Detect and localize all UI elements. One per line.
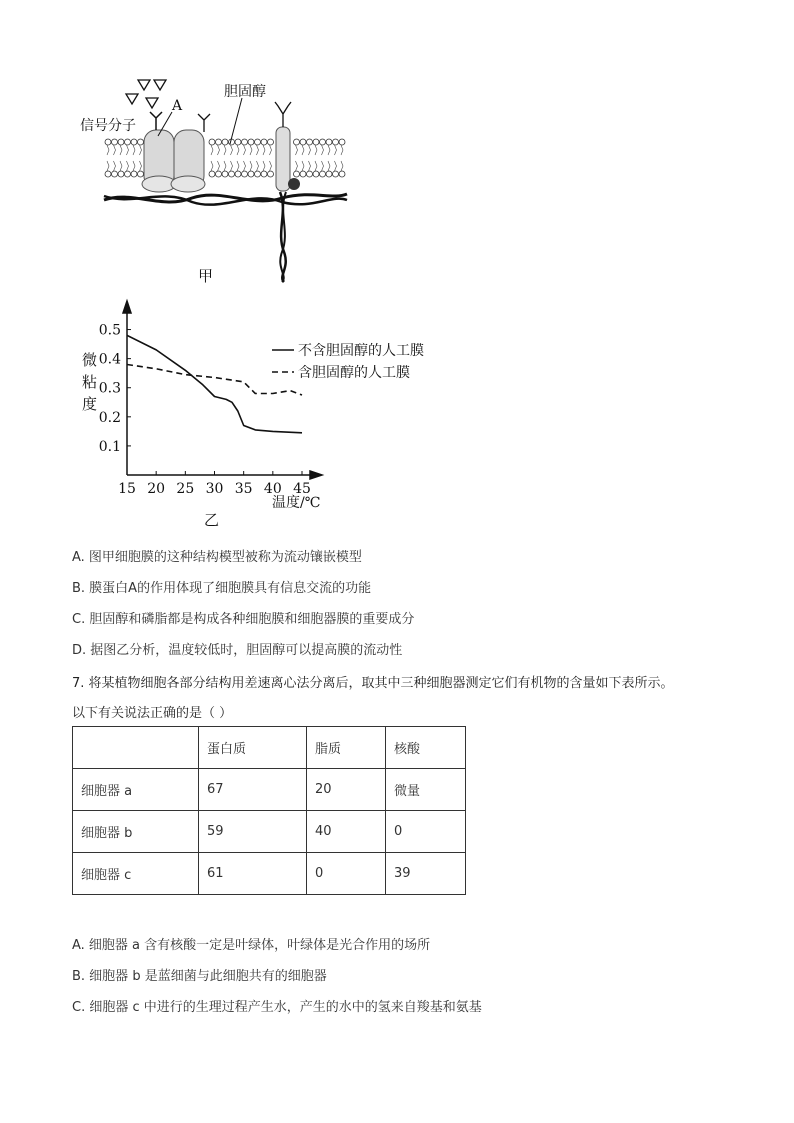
phospholipid-head: [131, 171, 137, 177]
membrane-diagram: [72, 72, 362, 287]
phospholipid-head: [313, 139, 319, 145]
table-cell: 20: [307, 769, 386, 811]
phospholipid-tail: [107, 161, 109, 171]
phospholipid-head: [326, 171, 332, 177]
phospholipid-tail: [257, 161, 259, 171]
phospholipid-head: [235, 171, 241, 177]
x-axis-label: 温度/℃: [272, 495, 321, 511]
phospholipid-head: [294, 139, 300, 145]
phospholipid-tail: [341, 145, 343, 155]
table-cell: 0: [307, 853, 386, 895]
phospholipid-tail: [296, 145, 298, 155]
phospholipid-head: [222, 139, 228, 145]
phospholipid-head: [138, 139, 144, 145]
phospholipid-tail: [127, 145, 129, 155]
phospholipid-tail: [133, 161, 135, 171]
phospholipid-head: [235, 139, 241, 145]
table-cell: 细胞器 b: [73, 811, 199, 853]
table-row: [73, 769, 466, 811]
phospholipid-head: [268, 139, 274, 145]
phospholipid-tail: [114, 145, 116, 155]
phospholipid-head: [333, 171, 339, 177]
label-signal-molecule: 信号分子: [80, 118, 136, 134]
phospholipid-head: [320, 171, 326, 177]
phospholipid-head: [307, 139, 313, 145]
phospholipid-tail: [302, 161, 304, 171]
table-cell: 61: [199, 853, 307, 895]
table-row: [73, 811, 466, 853]
phospholipid-tail: [120, 161, 122, 171]
x-axis-arrow: [310, 471, 322, 479]
phospholipid-head: [125, 139, 131, 145]
phospholipid-tail: [133, 145, 135, 155]
phospholipid-tail: [315, 161, 317, 171]
phospholipid-head: [105, 139, 111, 145]
label-protein-a: A: [172, 98, 183, 114]
phospholipid-head: [138, 171, 144, 177]
table-cell: 40: [307, 811, 386, 853]
table-header-row: [73, 727, 466, 769]
phospholipid-tail: [322, 145, 324, 155]
y-tick-label: 0.2: [98, 409, 121, 426]
phospholipid-head: [105, 171, 111, 177]
phospholipid-tail: [341, 161, 343, 171]
phospholipid-head: [300, 139, 306, 145]
phospholipid-tail: [224, 145, 226, 155]
table-header-cell: 脂质: [307, 727, 386, 769]
phospholipid-tail: [231, 145, 233, 155]
phospholipid-head: [320, 139, 326, 145]
table-header-cell: 核酸: [386, 727, 466, 769]
phospholipid-head: [209, 171, 215, 177]
phospholipid-tail: [335, 161, 337, 171]
phospholipid-head: [112, 171, 118, 177]
table-cell: 细胞器 a: [73, 769, 199, 811]
glycoprotein-branch: [275, 102, 291, 127]
figure-caption-yi: 乙: [204, 511, 220, 529]
phospholipid-tail: [211, 145, 213, 155]
phospholipid-head: [261, 171, 267, 177]
phospholipid-head: [118, 171, 124, 177]
label-line-cholesterol: [230, 98, 242, 144]
phospholipid-head: [216, 171, 222, 177]
table-cell: 细胞器 c: [73, 853, 199, 895]
phospholipid-tail: [218, 145, 220, 155]
peripheral-protein: [171, 176, 205, 192]
phospholipid-tail: [250, 145, 252, 155]
phospholipid-head: [261, 139, 267, 145]
phospholipid-tail: [211, 161, 213, 171]
x-tick-label: 45: [293, 481, 311, 497]
phospholipid-tail: [107, 145, 109, 155]
phospholipid-head: [242, 171, 248, 177]
phospholipid-heads-bottom: [105, 171, 345, 177]
phospholipid-tail: [302, 145, 304, 155]
phospholipid-tail: [296, 161, 298, 171]
phospholipid-tail: [127, 161, 129, 171]
phospholipid-tail: [244, 161, 246, 171]
phospholipid-head: [300, 171, 306, 177]
phospholipid-head: [255, 139, 261, 145]
phospholipid-head: [112, 139, 118, 145]
phospholipid-head: [333, 139, 339, 145]
transmembrane-protein: [276, 127, 290, 191]
table-header-cell: 蛋白质: [199, 727, 307, 769]
option-d: D. 据图乙分析，温度较低时，胆固醇可以提高膜的流动性: [72, 643, 403, 658]
x-tick-label: 25: [176, 481, 195, 497]
phospholipid-head: [216, 139, 222, 145]
chart-ticks: [99, 323, 311, 497]
table-cell: 微量: [386, 769, 466, 811]
phospholipid-tail: [218, 161, 220, 171]
phospholipid-head: [131, 139, 137, 145]
phospholipid-head: [125, 171, 131, 177]
q7-option-a: A. 细胞器 a 含有核酸一定是叶绿体，叶绿体是光合作用的场所: [72, 938, 431, 953]
table-row: [73, 853, 466, 895]
option-b: B. 膜蛋白A的作用体现了细胞膜具有信息交流的功能: [72, 581, 372, 596]
legend-label: 不含胆固醇的人工膜: [298, 343, 424, 359]
phospholipid-head: [294, 171, 300, 177]
label-cholesterol: 胆固醇: [224, 84, 266, 100]
phospholipid-tail: [263, 145, 265, 155]
table-header-cell: [73, 727, 199, 769]
phospholipid-tail: [114, 161, 116, 171]
phospholipid-head: [268, 171, 274, 177]
q7-option-b: B. 细胞器 b 是蓝细菌与此细胞共有的细胞器: [72, 969, 327, 984]
x-tick-label: 30: [205, 481, 224, 497]
phospholipid-tail: [309, 145, 311, 155]
phospholipid-tail: [140, 161, 142, 171]
x-tick-label: 35: [234, 481, 253, 497]
phospholipid-tail: [237, 161, 239, 171]
phospholipid-tail: [244, 145, 246, 155]
series-with-cholesterol-line: [127, 365, 302, 396]
phospholipid-tail: [322, 161, 324, 171]
phospholipid-head: [307, 171, 313, 177]
viscosity-chart: [72, 295, 472, 535]
option-c: C. 胆固醇和磷脂都是构成各种细胞膜和细胞器膜的重要成分: [72, 612, 415, 627]
receptor-y: [150, 112, 162, 130]
phospholipid-tail: [335, 145, 337, 155]
option-a: A. 图甲细胞膜的这种结构模型被称为流动镶嵌模型: [72, 550, 362, 565]
y-axis-arrow: [123, 301, 131, 313]
phospholipid-head: [229, 171, 235, 177]
phospholipid-tail: [315, 145, 317, 155]
phospholipid-tail: [224, 161, 226, 171]
phospholipid-head: [255, 171, 261, 177]
phospholipid-head: [209, 139, 215, 145]
question-7-stem: 7. 将某植物细胞各部分结构用差速离心法分离后，取其中三种细胞器测定它们有机物的含量如下表所示。: [72, 676, 674, 691]
glycoprotein-branch: [198, 114, 210, 132]
x-tick-label: 15: [118, 481, 136, 497]
y-axis-label: 微粘度: [82, 351, 98, 413]
phospholipid-heads-top: [105, 139, 345, 145]
table-cell: 39: [386, 853, 466, 895]
phospholipid-head: [248, 171, 254, 177]
phospholipid-head: [339, 171, 345, 177]
y-tick-label: 0.4: [98, 351, 121, 368]
phospholipid-tail: [231, 161, 233, 171]
chart-axes: [123, 301, 322, 479]
table-cell: 59: [199, 811, 307, 853]
question-7-stem-cont: 以下有关说法正确的是（ ）: [72, 706, 233, 721]
phospholipid-tail: [250, 161, 252, 171]
phospholipid-head: [339, 139, 345, 145]
figure-caption-jia: 甲: [198, 267, 214, 285]
phospholipid-tail: [328, 145, 330, 155]
phospholipid-head: [248, 139, 254, 145]
anchor-protein: [288, 178, 300, 190]
phospholipid-tail: [328, 161, 330, 171]
phospholipid-tail: [309, 161, 311, 171]
phospholipid-head: [118, 139, 124, 145]
y-tick-label: 0.3: [98, 380, 121, 397]
phospholipid-tail: [237, 145, 239, 155]
table-cell: 67: [199, 769, 307, 811]
phospholipid-tail: [270, 161, 272, 171]
y-tick-label: 0.5: [98, 322, 121, 339]
organelle-table: [72, 726, 466, 895]
phospholipid-head: [242, 139, 248, 145]
phospholipid-tail: [257, 145, 259, 155]
y-tick-label: 0.1: [98, 438, 121, 455]
x-tick-label: 40: [263, 481, 282, 497]
phospholipid-tails: [107, 145, 343, 171]
table-cell: 0: [386, 811, 466, 853]
phospholipid-tail: [270, 145, 272, 155]
phospholipid-head: [313, 171, 319, 177]
legend-label: 含胆固醇的人工膜: [298, 365, 410, 381]
q7-option-c: C. 细胞器 c 中进行的生理过程产生水，产生的水中的氢来自羧基和氨基: [72, 1000, 482, 1015]
phospholipid-head: [326, 139, 332, 145]
chart-legend: [272, 343, 424, 381]
signal-molecules: [126, 80, 166, 108]
phospholipid-tail: [140, 145, 142, 155]
phospholipid-tail: [120, 145, 122, 155]
x-tick-label: 20: [147, 481, 166, 497]
phospholipid-tail: [263, 161, 265, 171]
phospholipid-head: [222, 171, 228, 177]
